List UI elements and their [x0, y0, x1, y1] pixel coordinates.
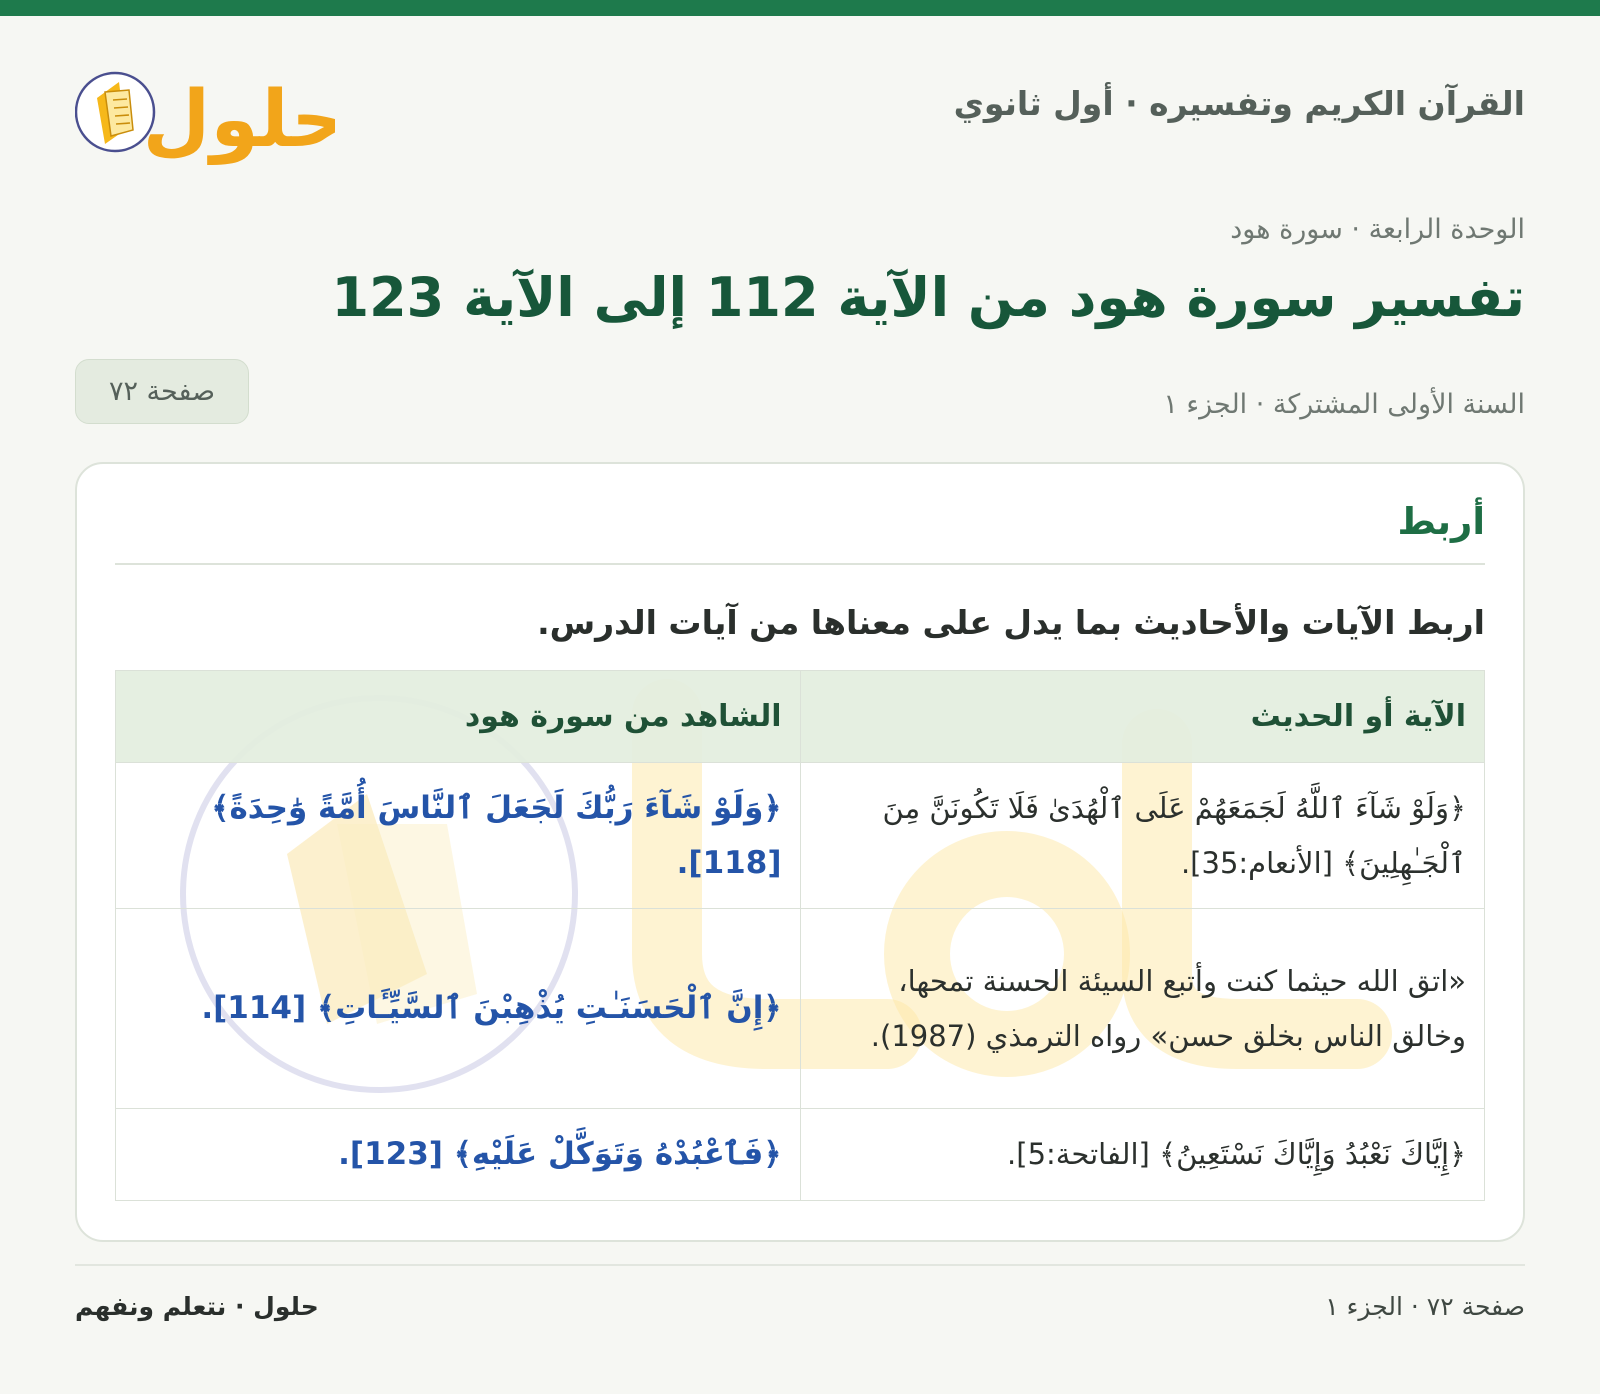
activity-instruction: اربط الآيات والأحاديث بما يدل على معناها من آيات الدرس.	[537, 603, 1485, 642]
column-header-source: الآية أو الحديث	[800, 671, 1485, 763]
lesson-title: تفسير سورة هود من الآية 112 إلى الآية 123	[331, 266, 1525, 329]
footer-divider	[75, 1264, 1525, 1266]
table-row	[116, 1109, 1485, 1201]
evidence-verse: ﴿وَلَوْ شَآءَ رَبُّكَ لَجَعَلَ ٱلنَّاسَ أُمَّةً وَٰحِدَةً﴾ [118].	[116, 763, 801, 909]
subject-title: القرآن الكريم وتفسيره · أول ثانوي	[953, 84, 1525, 123]
matching-table	[115, 670, 1485, 1201]
activity-card	[75, 462, 1525, 1242]
page-number-badge: صفحة ٧٢	[75, 359, 249, 424]
evidence-verse: ﴿إِنَّ ٱلْحَسَنَـٰتِ يُذْهِبْنَ ٱلسَّيِّـَٔاتِ﴾ [114].	[116, 909, 801, 1109]
top-accent-bar	[0, 0, 1600, 16]
page	[75, 16, 1525, 1321]
logo-icon	[75, 56, 335, 166]
source-text: «اتق الله حيثما كنت وأتبع السيئة الحسنة تمحها، وخالق الناس بخلق حسن» رواه الترمذي (1987).	[800, 909, 1485, 1109]
table-row	[116, 763, 1485, 909]
section-title: أربط	[115, 500, 1485, 565]
logo-wordmark: حلول	[142, 75, 335, 165]
unit-breadcrumb: الوحدة الرابعة · سورة هود	[1230, 214, 1525, 245]
header	[75, 16, 1525, 176]
footer-brand: حلول · نتعلم ونفهم	[75, 1292, 319, 1321]
table-row	[116, 909, 1485, 1109]
column-header-evidence: الشاهد من سورة هود	[116, 671, 801, 763]
card-content	[115, 464, 1485, 1201]
source-text: ﴿إِيَّاكَ نَعْبُدُ وَإِيَّاكَ نَسْتَعِينُ﴾ [الفاتحة:5].	[800, 1109, 1485, 1201]
lesson-meta: السنة الأولى المشتركة · الجزء ١	[1163, 389, 1525, 420]
source-text: ﴿وَلَوْ شَآءَ ٱللَّهُ لَجَمَعَهُمْ عَلَى ٱلْهُدَىٰ فَلَا تَكُونَنَّ مِنَ ٱلْجَـٰهِلِينَ﴾ [الأنعام:35].	[800, 763, 1485, 909]
evidence-verse: ﴿فَٱعْبُدْهُ وَتَوَكَّلْ عَلَيْهِ﴾ [123].	[116, 1109, 801, 1201]
footer-page-info: صفحة ٧٢ · الجزء ١	[1325, 1292, 1525, 1321]
hulul-logo[interactable]	[75, 56, 335, 166]
table-header-row	[116, 671, 1485, 763]
